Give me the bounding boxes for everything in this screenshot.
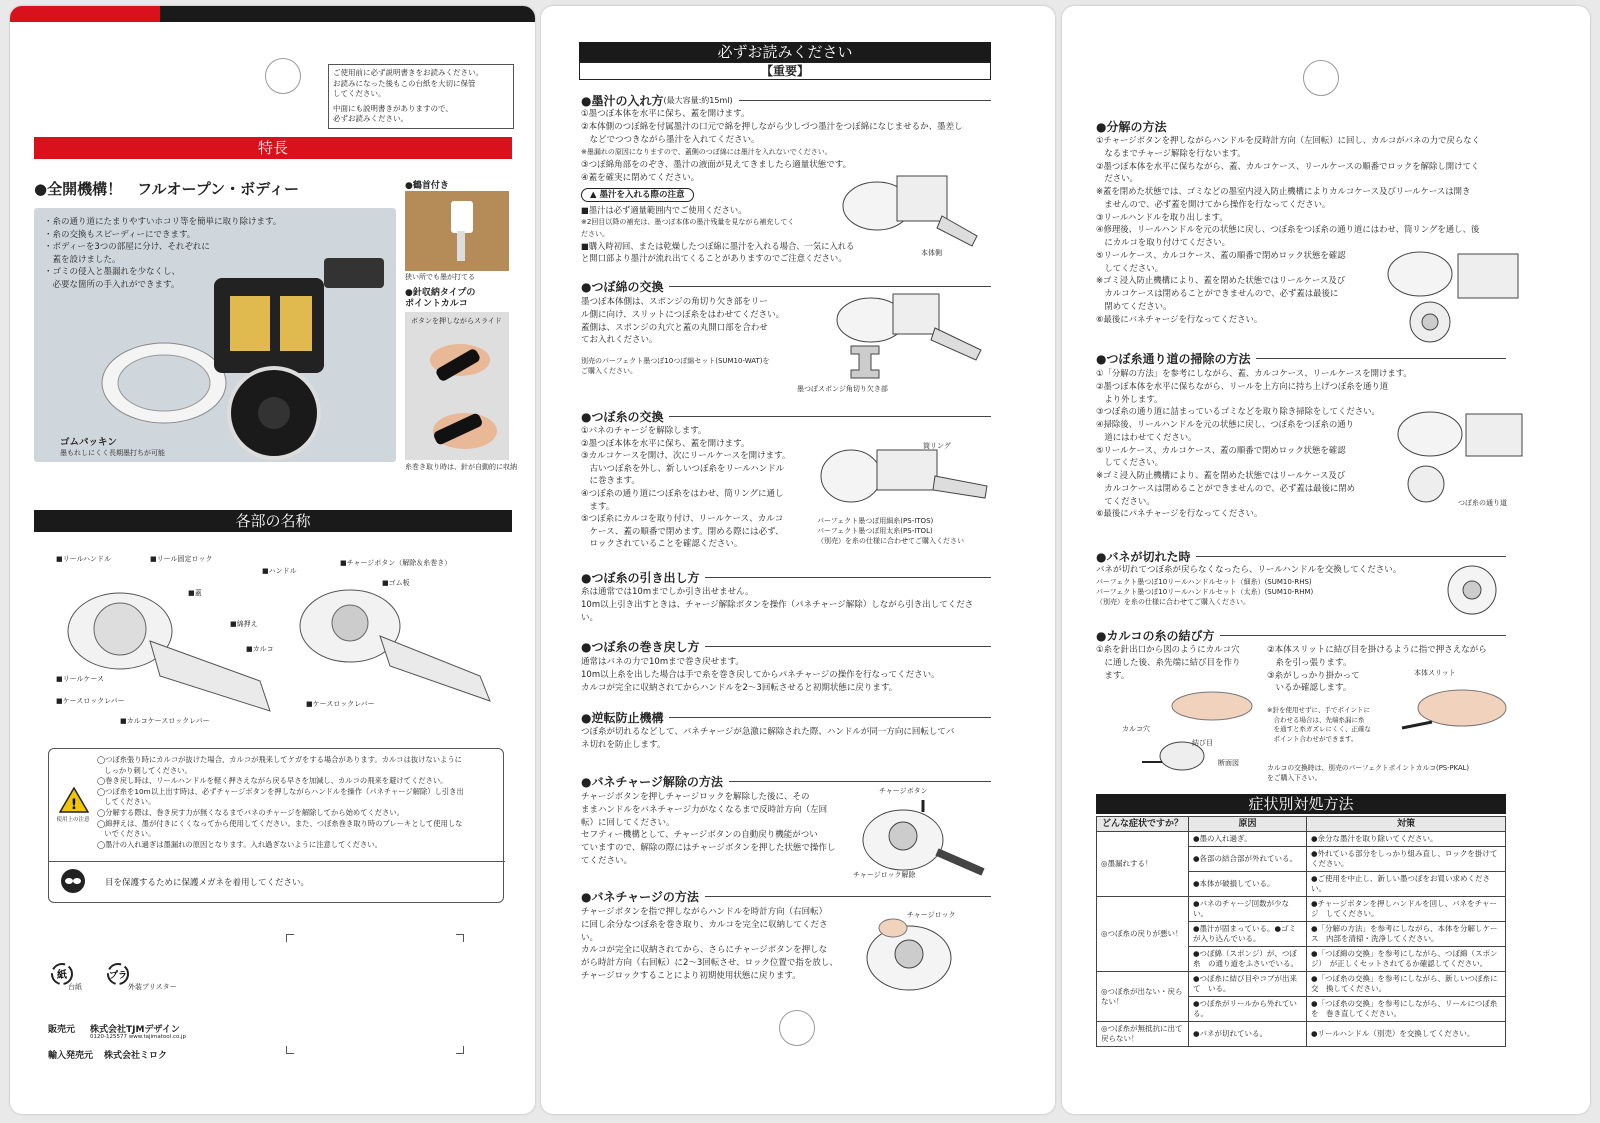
charge-title-text: ●バネチャージの方法: [581, 890, 699, 904]
karuko-title-line: ポイントカルコ: [405, 299, 468, 309]
symptom-cell: ◎つぼ糸が出ない・戻らない！: [1097, 972, 1189, 1022]
fix-cell: ●「分解の方法」を参考にしながら、本体を分解しケース 内部を清掃・洗浄してください。: [1307, 922, 1506, 947]
ink-title: [581, 92, 991, 109]
clean-line: カルコケースは閉めることができませんので、必ず蓋は最後に閉め: [1096, 482, 1356, 493]
importer-label: 輸入発売元: [48, 1051, 94, 1061]
charge-line: チャージボタンを指で押しながらハンドルを時計方向（右回転）: [581, 907, 828, 917]
ito-line: ②墨つぼ本体を水平に保ち、蓋を開けます。: [581, 438, 750, 449]
caution-label: 使用上の注意: [56, 817, 90, 823]
ito-title-text: ●つぼ糸の交換: [581, 410, 664, 424]
fix-cell: ●「つぼ糸の交換」を参考にしながら、新しいつぼ糸に交 換してください。: [1307, 972, 1506, 997]
pull-title: [581, 569, 991, 586]
part-label: ■ゴム板: [382, 579, 410, 587]
disasm-line: ※蓋を閉めた状態では、ゴミなどの墨室内浸入防止機構によりカルコケース及びリールケースは開き: [1096, 186, 1471, 196]
release-line: チャージボタンを押しチャージロックを解除した後に、その: [581, 792, 810, 802]
release-title: [581, 773, 991, 790]
table-header: どんな症状ですか？: [1097, 817, 1189, 832]
parts-heading: 各部の名称: [34, 510, 512, 532]
hang-hole: [265, 58, 301, 94]
reverse-instructions: [581, 726, 954, 752]
disasm-line: ①チャージボタンを押しながらハンドルを反時計方向（左回転）に回し、カルコがバネの力で戻らなく: [1096, 135, 1480, 145]
rewind-title-text: ●つぼ糸の巻き戻し方: [581, 640, 700, 654]
fix-cell: ●「つぼ糸の交換」を参考にしながら、リールにつぼ糸を 巻き直してください。: [1307, 997, 1506, 1022]
notice-box: [328, 64, 514, 129]
knot-tie-label: 結び目: [1192, 739, 1213, 747]
ito-line: ケース、蓋の順番で閉めます。閉める際には必ず、: [581, 526, 784, 537]
symptom-cell: ◎つぼ糸が無抵抗に出て戻らない！: [1097, 1022, 1189, 1047]
ito-line: ⑤つぼ糸にカルコを取り付け、リールケース、カルコ: [581, 514, 784, 525]
part-label: ■蓋: [188, 589, 202, 597]
spring-line: パーフェクト墨つぼ10リールハンドルセット（太糸）(SUM10-RHM): [1096, 587, 1314, 596]
feature-bullet: ・ボディーを3つの部屋に分け、それぞれに: [44, 242, 210, 252]
charge-line: チャージロックすることにより初期使用状態に戻ります。: [581, 970, 801, 981]
cause-cell: ●バネが切れている。: [1189, 1022, 1307, 1047]
knot-note: [1267, 706, 1371, 744]
wata-fig-label: 墨つぼスポンジ角切り欠き部: [797, 385, 888, 393]
charge-line: がら時計方向（右回転）に2～3回転させ、ロック位置で指を放し、: [581, 958, 838, 969]
ink-warning-title-text: 墨汁を入れる際の注意: [599, 190, 685, 200]
clean-line: ④掃除後、リールハンドルを元の状態に戻し、つぼ糸をつぼ糸の通り: [1096, 419, 1355, 429]
feature-bullet: ・糸の通り道にたまりやすいホコリ等を簡単に取り除けます。: [44, 217, 282, 227]
ink-line: ②本体側のつぼ綿を付属墨汁の口元で綿を押しながら少しづつ墨汁をつぼ綿になじませるか、墨差し: [581, 121, 963, 132]
tsurukubi-photo: [405, 191, 509, 271]
fix-cell: ●外れている部分をしっかり組み直し、ロックを掛けて ください。: [1307, 847, 1506, 872]
table-header-row: [1097, 817, 1506, 832]
clean-line: してください。: [1096, 457, 1163, 468]
caution-line: しっかり刺してください。: [97, 765, 192, 775]
wata-diagram: [831, 290, 991, 380]
cause-cell: ●バネのチャージ回数が少ない。: [1189, 897, 1307, 922]
fix-cell: ●ご使用を中止し、新しい墨つぼをお買い求めください。: [1307, 872, 1506, 897]
tsurukubi-caption: 狭い所でも墨が打てる: [405, 273, 475, 281]
rewind-line: 10m以上糸を出した場合は手で糸を巻き戻してからパネチャージの操作を行なってください。: [581, 669, 940, 680]
ito-line: ④つぼ糸の通り道につぼ糸をはわせ、筒リングに通し: [581, 488, 784, 499]
disasm-line: 閉めてください。: [1096, 300, 1172, 311]
goggles-icon: [61, 869, 85, 893]
knot-line: いるか確認します。: [1267, 683, 1352, 694]
ink-line: ③つぼ綿角部をのぞき、墨汁の液面が見えてきましたら適量状態です。: [581, 160, 852, 171]
part-label: ■ケースロックレバー: [56, 697, 125, 705]
cause-cell: ●本体が破損している。: [1189, 872, 1307, 897]
karuko-title: [405, 288, 475, 310]
spring-line: パーフェクト墨つぼ10リールハンドルセット（細糸）(SUM10-RHS): [1096, 577, 1312, 586]
caution-line: いでください。: [97, 829, 156, 839]
ink-fig-label: 本体側: [921, 249, 942, 257]
pull-title-text: ●つぼ糸の引き出し方: [581, 571, 700, 585]
caution-lines: [97, 755, 464, 850]
feature-bullet: 必要な箇所の手入れができます。: [44, 279, 180, 290]
ink-title-text: ●墨汁の入れ方: [581, 94, 664, 108]
knot-exchange: [1267, 764, 1469, 783]
charge-line: に回し余分なつぼ糸を巻き取り、カルコを完全に収納してくださ: [581, 919, 828, 930]
knot-line: 糸を引っ張ります。: [1267, 657, 1352, 668]
part-label: ■ケースロックレバー: [306, 700, 375, 708]
release-line: ていますので、解除の際にはチャージボタンを押した状態で操作し: [581, 843, 836, 854]
table-row: [1097, 972, 1506, 997]
caution-line: してください。: [97, 797, 156, 807]
pull-instructions: [581, 586, 973, 624]
disasm-line: カルコケースは閉めることができませんので、必ず蓋は最後に: [1096, 288, 1339, 298]
disasm-line: ませんので、必ず蓋を開けてから操作を行なってください。: [1096, 198, 1331, 209]
part-label: ■カルコ: [246, 645, 274, 653]
ink-warning-line: ださい。: [581, 230, 609, 238]
cause-cell: ●墨汁が固まっている。●ゴミが入り込んでいる。: [1189, 922, 1307, 947]
table-row: [1097, 1022, 1506, 1047]
ito-ring-label: 筒リング: [923, 442, 951, 450]
caution-line: ◯つぼ糸張り時にカルコが抜けた場合、カルコが飛来してケガをする場合があります。カルコは抜けないように: [97, 755, 462, 764]
release-line: てください。: [581, 855, 633, 866]
clean-line: 道にはわせてください。: [1096, 431, 1197, 442]
features-heading: 特長: [34, 137, 512, 159]
disasm-line: ⑤リールケース、カルコケース、蓋の順番で閉めロック状態を確認: [1096, 249, 1346, 260]
karuko-photo: [405, 312, 509, 460]
charge-line: い。: [581, 932, 599, 943]
cause-cell: ●墨の入れ過ぎ。: [1189, 832, 1307, 847]
rewind-instructions: [581, 656, 940, 694]
table-header: 対策: [1307, 817, 1506, 832]
cause-cell: ●つぼ綿（スポンジ）が、つぼ糸 の通り道をふさいでいる。: [1189, 947, 1307, 972]
cause-cell: ●つぼ糸がリールから外れている。: [1189, 997, 1307, 1022]
clean-line: てください。: [1096, 495, 1155, 506]
reverse-title: [581, 709, 991, 726]
notice-line: してください。: [333, 89, 386, 98]
ink-warning-line: ■墨汁は必ず適量範囲内でご使用ください。: [581, 205, 747, 215]
ink-warning: [581, 204, 854, 264]
clean-title: [1096, 350, 1506, 367]
wata-set-line: 別売のパーフェクト墨つぼ10つぼ綿セット(SUM10-WAT)を: [581, 357, 770, 365]
disasm-line: してください。: [1096, 262, 1163, 273]
release-title-text: ●バネチャージ解除の方法: [581, 775, 723, 789]
knot-line: ①糸を針出口から図のようにカルコ穴: [1096, 645, 1240, 655]
ito-line: に巻きます。: [581, 476, 640, 487]
ink-warning-line: ※2回目以降の補充は、墨つぼ本体の墨汁残量を見ながら補充してく: [581, 218, 795, 226]
ink-capacity: (最大容量:約15ml): [663, 96, 733, 105]
symptom-table: [1096, 816, 1506, 1047]
rewind-line: 通常はバネの力で10mまで巻き戻せます。: [581, 657, 744, 667]
ink-line: ※墨漏れの原因になりますので、蓋側のつぼ綿には墨汁を入れないでください。: [581, 148, 832, 157]
disasm-line: ④修理後、リールハンドルを元の状態に戻し、つぼ糸をつぼ糸の通り道にはわせ、筒リングを通し、後: [1096, 224, 1480, 235]
clean-instructions: [1096, 367, 1412, 520]
ito-line: ①バネのチャージを解除します。: [581, 426, 707, 436]
release-line: 転）に回してください。: [581, 817, 675, 828]
disasm-title: [1096, 118, 1506, 135]
charge-lock-label: チャージロック: [907, 911, 956, 919]
knot-line: ②本体スリットに結び目を掛けるように指で押さえながら: [1267, 645, 1487, 655]
clean-fig-label: つぼ糸の通り道: [1458, 499, 1507, 507]
recycle-paper-label: 台紙: [68, 983, 82, 991]
feature-bullet: 蓋を設けました。: [44, 254, 121, 265]
ito-line: 古いつぼ糸を外し、新しいつぼ糸をリールハンドル: [581, 463, 785, 474]
ito-product-line: パーフェクト墨つぼ用太糸(PS-ITOL): [817, 527, 933, 535]
spring-title-text: ●バネが切れた時: [1096, 550, 1191, 564]
notice-line: 中面にも説明書きがありますので、: [333, 103, 453, 113]
features-title: ●全開機構！ フルオープン・ボディー: [34, 180, 299, 198]
knot-note-line: 合わせる場合は、先端糸漏に糸: [1267, 715, 1365, 724]
wata-instructions: [581, 296, 784, 347]
ito-diagram: [817, 436, 997, 516]
caution-line: ◯墨汁の入れ過ぎは墨漏れの原因となります。入れ過ぎないように注意してください。: [97, 839, 382, 849]
symptom-cell: ◎つぼ糸の戻りが悪い！: [1097, 897, 1189, 972]
ink-warning-line: ■購入時初回、または乾燥したつぼ綿に墨汁を入れる場合、一気に入れる: [581, 241, 855, 251]
top-black-bar: [160, 6, 535, 22]
part-label: ■チャージボタン（解除＆糸巻き）: [340, 559, 452, 567]
table-header: 原因: [1189, 817, 1307, 832]
wata-line: てお入れください。: [581, 335, 658, 346]
cause-cell: ●各部の結合部が外れている。: [1189, 847, 1307, 872]
pull-line: い。: [581, 612, 599, 623]
knot-slit-diagram: [1392, 678, 1512, 738]
charge-instructions: [581, 906, 838, 983]
wata-set-line: ご購入ください。: [581, 367, 637, 375]
product-photo: [34, 208, 396, 462]
hang-hole: [1303, 60, 1339, 96]
goggles-note: 目を保護するために保護メガネを着用してください。: [105, 878, 310, 888]
wata-set: [581, 356, 769, 376]
knot-title: [1096, 627, 1506, 644]
caution-line: ◯分解する際は、巻き戻す力が無くなるまでバネのチャージを解除してから始めてください。: [97, 807, 404, 817]
reel-handle-diagram: [1442, 562, 1502, 618]
knot-note-line: を通すと糸ガズレにくく、正確な: [1267, 725, 1371, 733]
symptom-heading: 症状別対処方法: [1096, 794, 1506, 814]
knot-slit-label: 本体スリット: [1414, 669, 1456, 677]
fix-cell: ●チャージボタンを押しハンドルを回し、バネをチャージ してください。: [1307, 897, 1506, 922]
warning-icon: ▲: [590, 190, 600, 200]
clean-line: ②墨つぼ本体を水平に保ちながら、リールを上方向に持ち上げつぼ糸を通り道: [1096, 380, 1389, 391]
clean-line: ①「分解の方法」を参考にしながら、蓋、カルコケース、リールケースを開けます。: [1096, 368, 1412, 378]
part-label: ■リールケース: [56, 675, 104, 683]
hang-hole: [779, 1010, 815, 1046]
disasm-line: にカルコを取り付けてください。: [1096, 237, 1230, 247]
ink-line: などでつつきながら墨汁を入れてください。: [581, 134, 760, 145]
cause-cell: ●つぼ糸に結び目やコブが出来て いる。: [1189, 972, 1307, 997]
seller-contact: 0120-125577 www.tajimatool.co.jp: [90, 1034, 186, 1040]
knot-line: に通した後、糸先端に結び目を作り: [1096, 657, 1241, 668]
importer-name: 株式会社ミロク: [104, 1051, 168, 1061]
release-line: セフティー機構として、チャージボタンの自動戻り機能がつい: [581, 830, 818, 841]
table-row: [1097, 897, 1506, 922]
wata-line: ル側に向け、スリットにつぼ糸をはわせてください。: [581, 309, 785, 320]
panel-left: [10, 6, 535, 1114]
ito-line: ます。: [581, 501, 615, 512]
caution-line: ◯つぼ糸を10m以上出す時は、必ずチャージボタンを押しながらハンドルを操作（パネチャージ解除）し引き出: [97, 786, 464, 796]
part-label: ■綿押え: [230, 620, 258, 628]
wata-title-text: ●つぼ綿の交換: [581, 280, 664, 294]
feature-bullet: ・ゴミの侵入と墨漏れを少なくし、: [44, 267, 181, 277]
reverse-title-text: ●逆転防止機構: [581, 711, 664, 725]
karuko-title-line: ●針収納タイプの: [405, 288, 476, 298]
knot-left: [1096, 644, 1241, 682]
product-illustration: [94, 238, 394, 460]
clean-line: ③つぼ糸の通り道に詰まっているゴミなどを取り除き掃除をしてください。: [1096, 406, 1380, 417]
gasket-label: ゴムパッキン: [60, 437, 117, 448]
wata-line: 蓋側は、スポンジの丸穴と蓋の丸開口部を合わせ: [581, 322, 768, 333]
rewind-line: カルコが完全に収納されてからハンドルを2～3回転させると初期状態に戻ります。: [581, 682, 898, 693]
disasm-line: ③リールハンドルを取り出します。: [1096, 211, 1228, 222]
disasm-line: ⑥最後にバネチャージを行なってください。: [1096, 313, 1263, 324]
svg-text:プラ: プラ: [108, 971, 128, 981]
gasket-sub: 墨もれしにくく長期墨打ちが可能: [60, 449, 165, 457]
ito-line: ロックされていることを確認ください。: [581, 539, 743, 550]
ito-line: ③カルコケースを開け、次にリールケースを開けます。: [581, 451, 791, 462]
charge-diagram: [853, 906, 993, 996]
disasm-diagram: [1380, 246, 1530, 346]
feature-bullet: ・糸の交換もスピーディーにできます。: [44, 229, 196, 240]
knot-exchange-line: カルコの交換時は、別売のパーフェクトポイントカルコ(PS-PKAL): [1267, 764, 1470, 772]
ink-line: ①墨つぼ本体を水平に保ち、蓋を開けます。: [581, 109, 750, 119]
notice-line: 必ずお読みください。: [333, 114, 408, 123]
clean-line: ※ゴミ浸入防止機構により、蓋を閉めた状態ではリールケース及び: [1096, 470, 1346, 480]
release-line: ままハンドルをバネチャージ力がなくなるまで反時計方向（左回: [581, 804, 828, 815]
pull-line: 糸は通常では10mまでしか引き出せません。: [581, 587, 754, 597]
seller-name: 株式会社TJMデザイン: [90, 1025, 180, 1035]
ito-products: [817, 516, 964, 546]
symptom-cell: ◎墨漏れする！: [1097, 832, 1189, 897]
caution-line: ◯綿押えは、墨が付きにくくなってから使用してください。また、つぼ糸巻き取り時のブレーキとして使用しな: [97, 818, 463, 828]
clean-line: より外します。: [1096, 393, 1163, 404]
knot-section-label: 断面図: [1218, 759, 1239, 767]
fix-cell: ●リールハンドル（別売）を交換してください。: [1307, 1022, 1506, 1047]
fix-cell: ●「つぼ綿の交換」を参考にしながら、つぼ綿（スポンジ） が正しくセットされてるか確認してください。: [1307, 947, 1506, 972]
reverse-line: ネ切れを防止します。: [581, 739, 666, 750]
panel-right: [1062, 6, 1590, 1114]
notice-line: お読みになった後もこの台紙を大切に保管: [333, 78, 476, 88]
reverse-line: つぼ糸が切れるなどして、バネチャージが急激に解除された際、ハンドルが同一方向に回転してバ: [581, 727, 955, 737]
spring-instructions: [1096, 564, 1401, 607]
release-lock-label: チャージロック解除: [853, 871, 916, 879]
ink-diagram: [837, 166, 987, 256]
rewind-title: [581, 638, 991, 655]
charge-title: [581, 888, 991, 905]
disasm-line: ②墨つぼ本体を水平に保ちながら、蓋、カルコケース、リールケースの順番でロックを解除し開けてく: [1096, 160, 1480, 171]
seller-label: 販売元: [48, 1025, 76, 1035]
panel-middle: [541, 6, 1055, 1114]
ink-warning-line: と開口部より墨汁が流れ出てくることがありますのでご注意ください。: [581, 253, 847, 263]
clean-title-text: ●つぼ糸通り道の掃除の方法: [1096, 352, 1251, 366]
tsurukubi-title: ●鶴首付き: [405, 181, 449, 191]
recycle-plastic-label: 外装ブリスター: [128, 983, 177, 991]
caution-box: [48, 748, 504, 903]
clean-line: ⑤リールケース、カルコケース、蓋の順番で閉めロック状態を確認: [1096, 444, 1346, 455]
wata-line: 墨つぼ本体側は、スポンジの角切り欠き部をリー: [581, 297, 768, 307]
release-instructions: [581, 791, 835, 868]
knot-line: ③糸がしっかり掛かって: [1267, 670, 1360, 681]
table-row: [1097, 832, 1506, 847]
release-button-label: チャージボタン: [879, 787, 928, 795]
svg-text:!: !: [70, 797, 78, 813]
knot-note-line: ポイント合わせができます。: [1267, 734, 1358, 743]
release-diagram: [853, 796, 993, 876]
part-label: ■カルコケースロックレバー: [120, 717, 210, 725]
clean-diagram: [1390, 404, 1530, 504]
charge-line: カルコが完全に収納されてから、さらにチャージボタンを押しな: [581, 945, 828, 956]
disasm-title-text: ●分解の方法: [1096, 120, 1167, 134]
karuko-caption: 糸巻き取り時は、針が自動的に収納: [405, 463, 517, 471]
knot-hole-label: カルコ穴: [1122, 725, 1150, 733]
knot-title-text: ●カルコの糸の結び方: [1096, 629, 1215, 643]
part-label: ■ハンドル: [262, 567, 297, 575]
caution-line: ◯巻き戻し時は、リールハンドルを軽く押さえながら戻る早さを加減し、カルコの飛来を避けてください。: [97, 776, 448, 786]
knot-note-line: ※針を使用せずに、手でポイントに: [1267, 706, 1370, 714]
spring-line: バネが切れてつぼ糸が戻らなくなったら、リールハンドルを交換してください。: [1096, 565, 1402, 575]
part-label: ■リールハンドル: [56, 555, 111, 563]
must-read-heading: 必ずお読みください: [579, 42, 991, 62]
ito-product-line: パーフェクト墨つぼ用細糸(PS-ITOS): [817, 517, 934, 525]
karuko-slide-caption: ボタンを押しながらスライド: [411, 317, 502, 325]
fix-cell: ●余分な墨汁を取り除いてください。: [1307, 832, 1506, 847]
ito-product-line: （別売）を糸の仕様に合わせてご購入ください: [817, 537, 964, 545]
clean-line: ⑥最後にパネチャージを行なってください。: [1096, 508, 1263, 519]
part-label: ■リール固定ロック: [150, 555, 213, 563]
notice-line: ご使用前に必ず説明書きをお読みください。: [333, 68, 483, 77]
pull-line: 10m以上引き出すときは、チャージ解除ボタンを操作（パネチャージ解除）しながら引き出してくださ: [581, 599, 974, 610]
knot-line: ます。: [1096, 670, 1130, 681]
svg-text:紙: 紙: [57, 970, 67, 981]
disasm-line: なるまでチャージ解除を行ないます。: [1096, 147, 1246, 158]
ito-instructions: [581, 425, 790, 551]
spring-line: （別売）を糸の仕様に合わせてご購入ください。: [1096, 597, 1250, 606]
ink-line: ④蓋を確実に閉めてください。: [581, 172, 700, 183]
important-heading: 【重要】: [579, 62, 991, 80]
top-red-bar: [10, 6, 160, 22]
warning-icon: [59, 787, 89, 813]
knot-exchange-line: をご購入下さい。: [1267, 773, 1322, 782]
ito-title: [581, 408, 991, 425]
disasm-line: ださい。: [1096, 173, 1138, 184]
plastic-recycle-icon: [106, 962, 130, 986]
ink-warning-title: [581, 188, 694, 202]
disasm-line: ※ゴミ浸入防止機構により、蓋を閉めた状態ではリールケース及び: [1096, 275, 1346, 286]
